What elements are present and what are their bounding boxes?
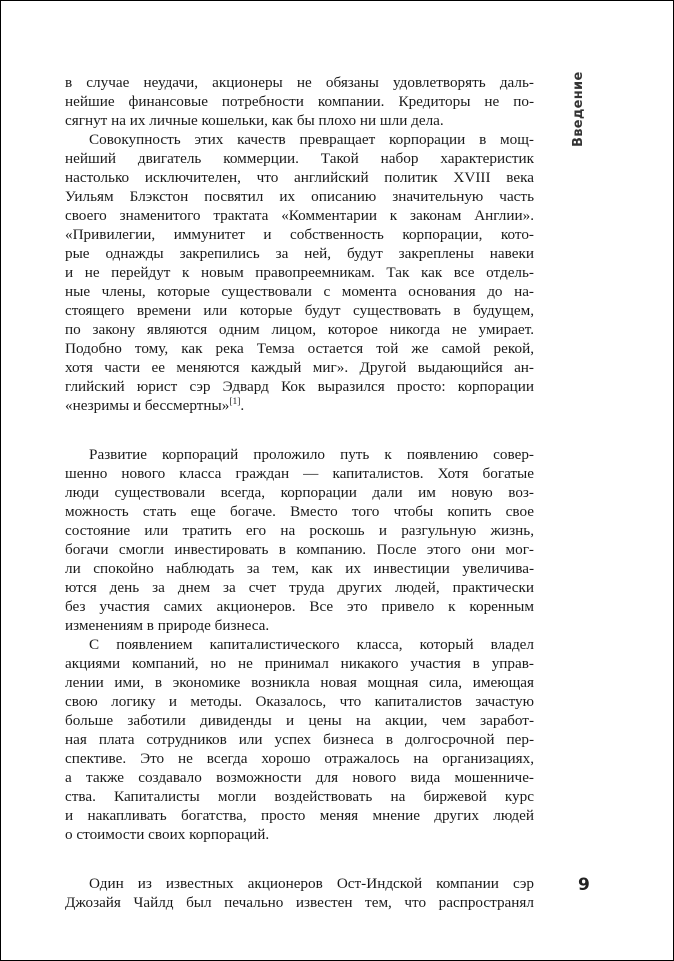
text-fragment: . [240, 397, 245, 414]
text-line: Совокупность этих качеств превращает корпорации в мощ- [89, 131, 534, 148]
text-line: своего знаменитого трактата «Комментарии к законам Англии». [65, 207, 534, 224]
text-line: без участия самих акционеров. Все это привело к коренным [65, 598, 534, 615]
text-line: глийский юрист сэр Эдвард Кок выразился просто: корпорации [65, 378, 534, 395]
text-line: нейший двигатель коммерции. Такой набор характеристик [65, 150, 534, 167]
text-line: Подобно тому, как река Темза остается той же самой рекой, [65, 340, 534, 357]
page-number: 9 [578, 875, 590, 895]
text-line: ются день за днем за счет труда других людей, практически [65, 579, 534, 596]
text-line: Один из известных акционеров Ост-Индской компании сэр [89, 875, 534, 892]
paragraph-gap [65, 844, 534, 874]
text-line: и не перейдут к новым правопреемникам. Так как все отдель- [65, 264, 534, 281]
text-line: нейшие финансовые потребности компании. Кредиторы не по- [65, 93, 534, 110]
text-line: по закону являются одним лицом, которое никогда не умирает. [65, 321, 534, 338]
text-line: хотя части ее меняются каждый миг». Другой выдающийся ан- [65, 359, 534, 376]
text-line: Джозайя Чайлд был печально известен тем, что распространял [65, 894, 534, 911]
text-line: ные члены, которые существовали с момента основания до на- [65, 283, 534, 300]
text-line: больше заботили дивиденды и цены на акции, чем заработ- [65, 712, 534, 729]
text-line: спективе. Это не всегда хорошо отражалось на организациях, [65, 750, 534, 767]
text-line: состояние или тратить его на роскошь и разгульную жизнь, [65, 522, 534, 539]
text-line: свою логику и методы. Оказалось, что капиталистов зачастую [65, 693, 534, 710]
paragraph-gap [65, 415, 534, 445]
paragraph [65, 445, 534, 635]
footnote-reference[interactable]: [1] [229, 396, 241, 407]
paragraph [65, 130, 534, 415]
text-line: шенно нового класса граждан — капиталистов. Хотя богатые [65, 465, 534, 482]
text-line: и накапливать богатства, просто меняя мнение других людей [65, 807, 534, 824]
paragraph [65, 874, 534, 912]
text-line: можность стать еще богаче. Вместо того чтобы копить свое [65, 503, 534, 520]
text-line: акциями компаний, но не принимал никакого участия в управ- [65, 655, 534, 672]
text-line: ства. Капиталисты могли воздействовать на биржевой курс [65, 788, 534, 805]
text-line: изменениям в природе бизнеса. [65, 617, 270, 634]
paragraph [65, 73, 534, 130]
text-line: в случае неудачи, акционеры не обязаны удовлетворять даль- [65, 74, 534, 91]
text-line-with-note [65, 396, 534, 415]
text-line: настолько исключителен, что английский политик XVIII века [65, 169, 534, 186]
running-head: Введение [571, 71, 586, 147]
text-line: о стоимости своих корпораций. [65, 826, 270, 843]
text-fragment: «незримы и бессмертны» [65, 397, 230, 414]
text-line: Развитие корпораций проложило путь к появлению совер- [89, 446, 534, 463]
text-line: богачи смогли инвестировать в компанию. После этого они мог- [65, 541, 534, 558]
text-line: «Привилегии, иммунитет и собственность корпорации, кото- [65, 226, 534, 243]
text-line: люди существовали всегда, корпорации дали им новую воз- [65, 484, 534, 501]
paragraph [65, 635, 534, 844]
text-line: рые однажды закрепились за ней, будут закреплены навеки [65, 245, 534, 262]
text-line: ная плата сотрудников или успех бизнеса в долгосрочной пер- [65, 731, 534, 748]
text-line: сягнут на их личные кошельки, как бы плохо ни шли дела. [65, 112, 444, 129]
text-line: стоящего времени или которые будут существовать в будущем, [65, 302, 534, 319]
text-line: С появлением капиталистического класса, который владел [89, 636, 534, 653]
text-line: ли спокойно наблюдать за тем, как их инвестиции увеличива- [65, 560, 534, 577]
text-line: Уильям Блэкстон посвятил их описанию значительную часть [65, 188, 534, 205]
text-line: лении ими, в экономике возникла новая мощная сила, имеющая [65, 674, 534, 691]
text-line: а также создавало возможности для нового вида мошенниче- [65, 769, 534, 786]
body-text [65, 73, 534, 912]
